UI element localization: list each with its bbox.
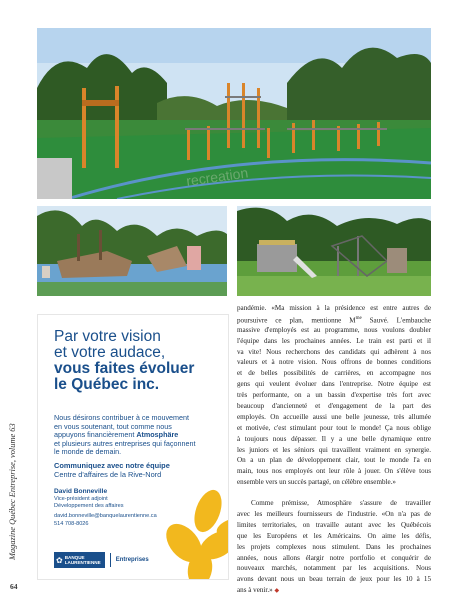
article-line: employés. On accueille aussi une belle jeunesse, très allumée bbox=[237, 412, 431, 421]
article-line: ensemble vers un succès partagé, on célèbre ensemble.» bbox=[237, 478, 396, 487]
article-line: nouveaux marchés, notamment par les acquisitions. Nous bbox=[237, 564, 431, 573]
logo-line: LAURENTIENNE bbox=[64, 560, 101, 565]
contact-phone: 514 708-8026 bbox=[54, 520, 89, 527]
article-line: poursuivre ce plan, mentionne $M^{me}$ Sauvé. L'embauche bbox=[237, 315, 431, 325]
ad-headline bbox=[54, 329, 224, 393]
article-line: On a un plan de développement clair, tout le monde l'a en bbox=[237, 456, 431, 465]
ad-headline-line: Par votre vision bbox=[54, 328, 161, 345]
article-line: valeurs et à notre vision. Nous offrons de bonnes conditions bbox=[237, 358, 431, 367]
article-line: l'équipe dans les prochaines années. Le train est parti et il bbox=[237, 336, 431, 345]
article-line: beaucoup d'ancienneté et d'engagement de la part des bbox=[237, 402, 431, 411]
contact-email[interactable]: david.bonneville@banquelaurentienne.ca bbox=[54, 513, 157, 520]
article-line: limites territoriales, on travaille autant avec les Québécois bbox=[237, 520, 431, 529]
bank-logo bbox=[54, 552, 149, 568]
svg-text:recreation: recreation bbox=[185, 164, 250, 189]
article-line: très performante, on a un bassin d'expertise très fort avec bbox=[237, 391, 431, 400]
ad-headline-line: le Québec inc. bbox=[54, 376, 160, 393]
petal-graphic bbox=[156, 483, 229, 579]
article-line: va vite! Nous recherchons des candidats qui adhèrent à nos bbox=[237, 347, 431, 356]
ad-body bbox=[54, 414, 222, 457]
article-line: Comme prémisse, Atmosphäre s'assure de travailler bbox=[251, 499, 431, 508]
ad-headline-line: et votre audace, bbox=[54, 344, 166, 361]
article-line: et de belles possibilités de carrières, en accompagne nos bbox=[237, 369, 431, 378]
ad-body-line: Nous désirons contribuer à ce mouvement bbox=[54, 413, 190, 422]
bank-advertisement bbox=[37, 314, 229, 580]
article-line: et motivée, c'est stimulant pour tout le monde! Ça nous oblige bbox=[237, 423, 431, 432]
article-line: les juniors et les séniors qui travaillent vraiment en synergie. bbox=[237, 445, 431, 454]
article-line: ans à venir.» ◆ bbox=[237, 586, 280, 595]
ad-body-line: appuyons financièrement bbox=[54, 430, 137, 440]
ad-body-line: et plusieurs autres entreprises qui façonnent bbox=[54, 438, 196, 448]
contact-title: Développement des affaires bbox=[54, 503, 124, 510]
playground-ship-photo bbox=[37, 206, 227, 296]
page-number: 64 bbox=[10, 582, 18, 591]
article-line: pandémie. «Ma mission à la présidence est entre autres de bbox=[237, 304, 431, 312]
logo-subtitle: Entreprises bbox=[115, 557, 149, 563]
ad-cta-line: Communiquez avec notre équipe bbox=[54, 461, 170, 470]
logo-line: BANQUE bbox=[64, 555, 85, 560]
article-line: que les Européens et les Américains. On aime les défis, bbox=[237, 531, 431, 540]
ad-cta-line: Centre d'affaires de la Rive-Nord bbox=[54, 470, 162, 479]
magazine-side-caption: Magazine Québec Entreprise, volume 63 bbox=[8, 423, 17, 560]
logo-divider bbox=[110, 553, 111, 567]
ad-body-line: le monde de demain. bbox=[54, 447, 122, 457]
article-line: gens qui veulent évoluer dans l'entreprise. Notre équipe est bbox=[237, 380, 431, 389]
article-line: massive d'employés est au programme, nous voulons doubler bbox=[237, 325, 431, 334]
contact-name: David Bonneville bbox=[54, 488, 108, 495]
ad-company-name: Atmosphäre bbox=[136, 430, 179, 440]
article-line: les projets complexes nous stimulent. Dans les prochaines bbox=[237, 542, 431, 551]
article-line: main, tous nos employés ont leur rôle à jouer. On s'élève tous bbox=[237, 467, 431, 476]
bank-logo-mark bbox=[54, 552, 105, 568]
article-text bbox=[237, 303, 431, 596]
contact-title: Vice-président adjoint bbox=[54, 496, 108, 502]
end-mark-icon: ◆ bbox=[274, 588, 280, 595]
ad-headline-line: vous faites évoluer bbox=[54, 360, 195, 377]
article-line: années, nous allons élargir notre portfolio et conquérir de bbox=[237, 553, 431, 562]
ad-call-to-action bbox=[54, 461, 222, 479]
article-line: avons devant nous un beau terrain de jeux pour les 10 à 15 bbox=[237, 575, 431, 584]
article-line: avec les meilleurs fournisseurs de l'industrie. «On n'a pas de bbox=[237, 510, 431, 519]
article-line: à toujours nous dépasser. Il y a une belle dynamique entre bbox=[237, 434, 431, 443]
leaf-icon: ✿ bbox=[56, 555, 63, 565]
playground-climbing-photo bbox=[237, 206, 431, 296]
fitness-park-photo bbox=[37, 28, 431, 199]
ad-body-line: en vous soutenant, tout comme nous bbox=[54, 421, 172, 431]
